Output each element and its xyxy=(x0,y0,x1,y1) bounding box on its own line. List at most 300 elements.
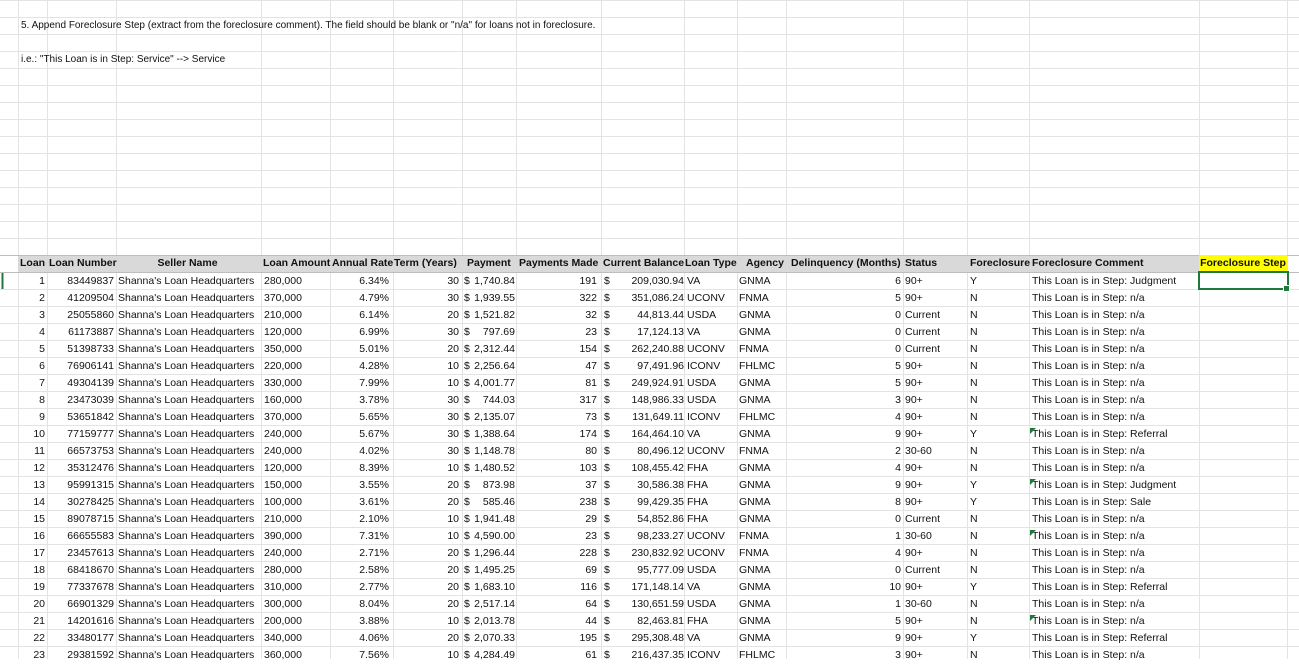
loan-index-cell[interactable]: 5 xyxy=(39,343,45,355)
payment-cell[interactable] xyxy=(464,494,515,511)
foreclosure-flag-cell[interactable]: Y xyxy=(970,428,978,440)
delinquency-months-cell[interactable]: 0 xyxy=(895,564,901,576)
delinquency-months-cell[interactable]: 0 xyxy=(895,513,901,525)
delinquency-months-cell[interactable]: 5 xyxy=(895,377,901,389)
annual-rate-cell[interactable]: 8.04% xyxy=(359,598,389,610)
loan-number-cell[interactable]: 51398733 xyxy=(67,343,114,355)
delinquency-months-cell[interactable]: 3 xyxy=(895,394,901,406)
status-cell[interactable]: 30-60 xyxy=(905,530,932,542)
loan-index-cell[interactable]: 3 xyxy=(39,309,45,321)
loan-number-cell[interactable]: 29381592 xyxy=(67,649,114,661)
delinquency-months-cell[interactable]: 4 xyxy=(895,547,901,559)
foreclosure-flag-cell[interactable]: N xyxy=(970,445,978,457)
loan-number-cell[interactable]: 83449837 xyxy=(67,275,114,287)
current-balance-cell[interactable] xyxy=(604,477,684,494)
loan-amount-cell[interactable]: 100,000 xyxy=(264,496,302,508)
foreclosure-flag-cell[interactable]: N xyxy=(970,462,978,474)
agency-cell[interactable]: GNMA xyxy=(739,632,771,644)
seller-name-cell[interactable]: Shanna's Loan Headquarters xyxy=(118,411,255,423)
loan-index-cell[interactable]: 16 xyxy=(33,530,45,542)
foreclosure-flag-cell[interactable]: Y xyxy=(970,479,978,491)
seller-name-cell[interactable]: Shanna's Loan Headquarters xyxy=(118,394,255,406)
status-cell[interactable]: 90+ xyxy=(905,462,923,474)
loan-number-cell[interactable]: 68418670 xyxy=(67,564,114,576)
loan-index-cell[interactable]: 23 xyxy=(33,649,45,661)
loan-type-cell[interactable]: UCONV xyxy=(687,292,725,304)
foreclosure-comment-cell[interactable]: This Loan is in Step: n/a xyxy=(1032,360,1145,372)
loan-number-cell[interactable]: 66901329 xyxy=(67,598,114,610)
cell-error-indicator[interactable] xyxy=(1030,428,1036,434)
foreclosure-comment-cell[interactable]: This Loan is in Step: n/a xyxy=(1032,377,1145,389)
seller-name-cell[interactable]: Shanna's Loan Headquarters xyxy=(118,598,255,610)
loan-amount-cell[interactable]: 240,000 xyxy=(264,547,302,559)
header-loan-amount[interactable]: Loan Amount xyxy=(263,257,331,269)
status-cell[interactable]: 90+ xyxy=(905,581,923,593)
loan-number-cell[interactable]: 25055860 xyxy=(67,309,114,321)
status-cell[interactable]: Current xyxy=(905,309,941,321)
status-cell[interactable]: 90+ xyxy=(905,496,923,508)
foreclosure-flag-cell[interactable]: N xyxy=(970,547,978,559)
loan-amount-cell[interactable]: 340,000 xyxy=(264,632,302,644)
loan-index-cell[interactable]: 18 xyxy=(33,564,45,576)
loan-index-cell[interactable]: 15 xyxy=(33,513,45,525)
payment-cell[interactable] xyxy=(464,341,515,358)
status-cell[interactable]: Current xyxy=(905,326,941,338)
status-cell[interactable]: 90+ xyxy=(905,377,923,389)
loan-type-cell[interactable]: UCONV xyxy=(687,445,725,457)
status-cell[interactable]: Current xyxy=(905,343,941,355)
delinquency-months-cell[interactable]: 0 xyxy=(895,309,901,321)
loan-number-cell[interactable]: 41209504 xyxy=(67,292,114,304)
payments-made-cell[interactable]: 32 xyxy=(585,309,597,321)
current-balance-cell[interactable] xyxy=(604,443,684,460)
delinquency-months-cell[interactable]: 4 xyxy=(895,462,901,474)
foreclosure-comment-cell[interactable]: This Loan is in Step: n/a xyxy=(1032,462,1145,474)
agency-cell[interactable]: FNMA xyxy=(739,292,769,304)
loan-index-cell[interactable]: 8 xyxy=(39,394,45,406)
payments-made-cell[interactable]: 47 xyxy=(585,360,597,372)
loan-index-cell[interactable]: 10 xyxy=(33,428,45,440)
term-years-cell[interactable]: 30 xyxy=(447,445,459,457)
loan-type-cell[interactable]: USDA xyxy=(687,394,717,406)
loan-number-cell[interactable]: 23473039 xyxy=(67,394,114,406)
foreclosure-flag-cell[interactable]: N xyxy=(970,292,978,304)
delinquency-months-cell[interactable]: 5 xyxy=(895,360,901,372)
loan-amount-cell[interactable]: 120,000 xyxy=(264,462,302,474)
foreclosure-comment-cell[interactable]: This Loan is in Step: n/a xyxy=(1032,513,1145,525)
annual-rate-cell[interactable]: 7.99% xyxy=(359,377,389,389)
loan-number-cell[interactable]: 23457613 xyxy=(67,547,114,559)
term-years-cell[interactable]: 10 xyxy=(447,377,459,389)
payment-cell[interactable] xyxy=(464,596,515,613)
loan-type-cell[interactable]: VA xyxy=(687,428,701,440)
delinquency-months-cell[interactable]: 8 xyxy=(895,496,901,508)
loan-amount-cell[interactable]: 370,000 xyxy=(264,411,302,423)
delinquency-months-cell[interactable]: 10 xyxy=(889,581,901,593)
annual-rate-cell[interactable]: 3.55% xyxy=(359,479,389,491)
loan-index-cell[interactable]: 19 xyxy=(33,581,45,593)
loan-number-cell[interactable]: 35312476 xyxy=(67,462,114,474)
status-cell[interactable]: 90+ xyxy=(905,615,923,627)
payment-cell[interactable] xyxy=(464,273,515,290)
loan-amount-cell[interactable]: 200,000 xyxy=(264,615,302,627)
payment-cell[interactable] xyxy=(464,477,515,494)
agency-cell[interactable]: FNMA xyxy=(739,530,769,542)
status-cell[interactable]: 90+ xyxy=(905,292,923,304)
loan-type-cell[interactable]: UCONV xyxy=(687,530,725,542)
foreclosure-flag-cell[interactable]: N xyxy=(970,649,978,661)
loan-number-cell[interactable]: 33480177 xyxy=(67,632,114,644)
foreclosure-comment-cell[interactable]: This Loan is in Step: n/a xyxy=(1032,530,1145,542)
seller-name-cell[interactable]: Shanna's Loan Headquarters xyxy=(118,326,255,338)
status-cell[interactable]: Current xyxy=(905,564,941,576)
agency-cell[interactable]: FNMA xyxy=(739,547,769,559)
header-payment[interactable]: Payment xyxy=(467,257,511,269)
foreclosure-comment-cell[interactable]: This Loan is in Step: n/a xyxy=(1032,394,1145,406)
foreclosure-flag-cell[interactable]: Y xyxy=(970,275,978,287)
annual-rate-cell[interactable]: 2.10% xyxy=(359,513,389,525)
payment-cell[interactable] xyxy=(464,426,515,443)
annual-rate-cell[interactable]: 5.65% xyxy=(359,411,389,423)
payments-made-cell[interactable]: 195 xyxy=(579,632,597,644)
term-years-cell[interactable]: 30 xyxy=(447,411,459,423)
term-years-cell[interactable]: 10 xyxy=(447,615,459,627)
loan-type-cell[interactable]: FHA xyxy=(687,513,708,525)
current-balance-cell[interactable] xyxy=(604,290,684,307)
annual-rate-cell[interactable]: 4.02% xyxy=(359,445,389,457)
foreclosure-flag-cell[interactable]: N xyxy=(970,530,978,542)
delinquency-months-cell[interactable]: 4 xyxy=(895,411,901,423)
foreclosure-flag-cell[interactable]: N xyxy=(970,377,978,389)
payments-made-cell[interactable]: 29 xyxy=(585,513,597,525)
header-loan-type[interactable]: Loan Type xyxy=(685,257,737,269)
fill-handle[interactable] xyxy=(1283,285,1290,292)
annual-rate-cell[interactable]: 6.34% xyxy=(359,275,389,287)
term-years-cell[interactable]: 20 xyxy=(447,496,459,508)
loan-index-cell[interactable]: 2 xyxy=(39,292,45,304)
loan-type-cell[interactable]: ICONV xyxy=(687,649,721,661)
delinquency-months-cell[interactable]: 5 xyxy=(895,615,901,627)
payment-cell[interactable] xyxy=(464,409,515,426)
term-years-cell[interactable]: 20 xyxy=(447,479,459,491)
delinquency-months-cell[interactable]: 5 xyxy=(895,292,901,304)
annual-rate-cell[interactable]: 3.61% xyxy=(359,496,389,508)
header-foreclosure[interactable]: Foreclosure xyxy=(970,257,1031,269)
current-balance-cell[interactable] xyxy=(604,375,684,392)
annual-rate-cell[interactable]: 5.01% xyxy=(359,343,389,355)
foreclosure-flag-cell[interactable]: N xyxy=(970,615,978,627)
loan-amount-cell[interactable]: 360,000 xyxy=(264,649,302,661)
agency-cell[interactable]: GNMA xyxy=(739,598,771,610)
loan-amount-cell[interactable]: 350,000 xyxy=(264,343,302,355)
agency-cell[interactable]: GNMA xyxy=(739,309,771,321)
annual-rate-cell[interactable]: 2.71% xyxy=(359,547,389,559)
payment-cell[interactable] xyxy=(464,630,515,647)
loan-number-cell[interactable]: 77337678 xyxy=(67,581,114,593)
payments-made-cell[interactable]: 81 xyxy=(585,377,597,389)
current-balance-cell[interactable] xyxy=(604,460,684,477)
agency-cell[interactable]: GNMA xyxy=(739,394,771,406)
seller-name-cell[interactable]: Shanna's Loan Headquarters xyxy=(118,530,255,542)
payment-cell[interactable] xyxy=(464,511,515,528)
agency-cell[interactable]: FHLMC xyxy=(739,649,776,661)
foreclosure-comment-cell[interactable]: This Loan is in Step: n/a xyxy=(1032,564,1145,576)
loan-number-cell[interactable]: 76906141 xyxy=(67,360,114,372)
loan-amount-cell[interactable]: 280,000 xyxy=(264,564,302,576)
current-balance-cell[interactable] xyxy=(604,545,684,562)
loan-amount-cell[interactable]: 300,000 xyxy=(264,598,302,610)
term-years-cell[interactable]: 30 xyxy=(447,428,459,440)
payments-made-cell[interactable]: 228 xyxy=(579,547,597,559)
annual-rate-cell[interactable]: 4.06% xyxy=(359,632,389,644)
delinquency-months-cell[interactable]: 1 xyxy=(895,598,901,610)
annual-rate-cell[interactable]: 5.67% xyxy=(359,428,389,440)
foreclosure-flag-cell[interactable]: N xyxy=(970,598,978,610)
foreclosure-flag-cell[interactable]: N xyxy=(970,326,978,338)
foreclosure-comment-cell[interactable]: This Loan is in Step: n/a xyxy=(1032,445,1145,457)
delinquency-months-cell[interactable]: 0 xyxy=(895,343,901,355)
foreclosure-comment-cell[interactable]: This Loan is in Step: Referral xyxy=(1032,581,1168,593)
status-cell[interactable]: 90+ xyxy=(905,479,923,491)
foreclosure-comment-cell[interactable]: This Loan is in Step: n/a xyxy=(1032,326,1145,338)
header-delinquency[interactable]: Delinquency (Months) xyxy=(791,257,901,269)
current-balance-cell[interactable] xyxy=(604,324,684,341)
payment-cell[interactable] xyxy=(464,392,515,409)
agency-cell[interactable]: GNMA xyxy=(739,615,771,627)
selected-cell[interactable] xyxy=(1198,271,1289,290)
header-status[interactable]: Status xyxy=(905,257,938,269)
delinquency-months-cell[interactable]: 2 xyxy=(895,445,901,457)
cell-error-indicator[interactable] xyxy=(1030,615,1036,621)
seller-name-cell[interactable]: Shanna's Loan Headquarters xyxy=(118,479,255,491)
foreclosure-flag-cell[interactable]: Y xyxy=(970,581,978,593)
agency-cell[interactable]: FHLMC xyxy=(739,411,776,423)
payments-made-cell[interactable]: 44 xyxy=(585,615,597,627)
seller-name-cell[interactable]: Shanna's Loan Headquarters xyxy=(118,343,255,355)
header-current-balance[interactable]: Current Balance xyxy=(603,257,685,269)
agency-cell[interactable]: GNMA xyxy=(739,581,771,593)
agency-cell[interactable]: FNMA xyxy=(739,445,769,457)
payments-made-cell[interactable]: 69 xyxy=(585,564,597,576)
annual-rate-cell[interactable]: 3.78% xyxy=(359,394,389,406)
status-cell[interactable]: Current xyxy=(905,513,941,525)
loan-number-cell[interactable]: 77159777 xyxy=(67,428,114,440)
payment-cell[interactable] xyxy=(464,613,515,630)
loan-amount-cell[interactable]: 240,000 xyxy=(264,445,302,457)
loan-amount-cell[interactable]: 210,000 xyxy=(264,309,302,321)
foreclosure-flag-cell[interactable]: N xyxy=(970,394,978,406)
loan-type-cell[interactable]: ICONV xyxy=(687,411,721,423)
term-years-cell[interactable]: 20 xyxy=(447,632,459,644)
agency-cell[interactable]: GNMA xyxy=(739,462,771,474)
seller-name-cell[interactable]: Shanna's Loan Headquarters xyxy=(118,649,255,661)
loan-index-cell[interactable]: 13 xyxy=(33,479,45,491)
seller-name-cell[interactable]: Shanna's Loan Headquarters xyxy=(118,564,255,576)
seller-name-cell[interactable]: Shanna's Loan Headquarters xyxy=(118,445,255,457)
term-years-cell[interactable]: 20 xyxy=(447,598,459,610)
loan-amount-cell[interactable]: 210,000 xyxy=(264,513,302,525)
delinquency-months-cell[interactable]: 9 xyxy=(895,428,901,440)
loan-index-cell[interactable]: 14 xyxy=(33,496,45,508)
header-foreclosure-step[interactable]: Foreclosure Step xyxy=(1199,255,1287,272)
current-balance-cell[interactable] xyxy=(604,528,684,545)
payment-cell[interactable] xyxy=(464,375,515,392)
loan-type-cell[interactable]: UCONV xyxy=(687,343,725,355)
agency-cell[interactable]: FNMA xyxy=(739,343,769,355)
current-balance-cell[interactable] xyxy=(604,392,684,409)
current-balance-cell[interactable] xyxy=(604,630,684,647)
term-years-cell[interactable]: 30 xyxy=(447,394,459,406)
foreclosure-comment-cell[interactable]: This Loan is in Step: n/a xyxy=(1032,598,1145,610)
seller-name-cell[interactable]: Shanna's Loan Headquarters xyxy=(118,462,255,474)
loan-index-cell[interactable]: 7 xyxy=(39,377,45,389)
payment-cell[interactable] xyxy=(464,647,515,664)
delinquency-months-cell[interactable]: 9 xyxy=(895,632,901,644)
payments-made-cell[interactable]: 154 xyxy=(579,343,597,355)
loan-index-cell[interactable]: 22 xyxy=(33,632,45,644)
status-cell[interactable]: 30-60 xyxy=(905,445,932,457)
header-annual-rate[interactable]: Annual Rate xyxy=(332,257,394,269)
loan-number-cell[interactable]: 66655583 xyxy=(67,530,114,542)
header-loan-number[interactable]: Loan Number xyxy=(49,257,117,269)
foreclosure-comment-cell[interactable]: This Loan is in Step: Referral xyxy=(1032,428,1168,440)
foreclosure-flag-cell[interactable]: N xyxy=(970,343,978,355)
payments-made-cell[interactable]: 80 xyxy=(585,445,597,457)
seller-name-cell[interactable]: Shanna's Loan Headquarters xyxy=(118,496,255,508)
payments-made-cell[interactable]: 238 xyxy=(579,496,597,508)
foreclosure-flag-cell[interactable]: N xyxy=(970,360,978,372)
term-years-cell[interactable]: 20 xyxy=(447,343,459,355)
header-seller-name[interactable]: Seller Name xyxy=(157,257,218,269)
annual-rate-cell[interactable]: 2.77% xyxy=(359,581,389,593)
loan-type-cell[interactable]: USDA xyxy=(687,598,717,610)
agency-cell[interactable]: GNMA xyxy=(739,564,771,576)
term-years-cell[interactable]: 30 xyxy=(447,292,459,304)
annual-rate-cell[interactable]: 3.88% xyxy=(359,615,389,627)
current-balance-cell[interactable] xyxy=(604,596,684,613)
cell-error-indicator[interactable] xyxy=(1030,479,1036,485)
loan-index-cell[interactable]: 21 xyxy=(33,615,45,627)
foreclosure-flag-cell[interactable]: N xyxy=(970,564,978,576)
agency-cell[interactable]: GNMA xyxy=(739,377,771,389)
loan-type-cell[interactable]: VA xyxy=(687,326,701,338)
header-foreclosure-comment[interactable]: Foreclosure Comment xyxy=(1032,257,1144,269)
agency-cell[interactable]: FHLMC xyxy=(739,360,776,372)
payment-cell[interactable] xyxy=(464,443,515,460)
seller-name-cell[interactable]: Shanna's Loan Headquarters xyxy=(118,275,255,287)
term-years-cell[interactable]: 10 xyxy=(447,649,459,661)
loan-type-cell[interactable]: USDA xyxy=(687,309,717,321)
term-years-cell[interactable]: 10 xyxy=(447,530,459,542)
loan-amount-cell[interactable]: 220,000 xyxy=(264,360,302,372)
term-years-cell[interactable]: 20 xyxy=(447,547,459,559)
loan-number-cell[interactable]: 89078715 xyxy=(67,513,114,525)
header-loan[interactable]: Loan xyxy=(20,257,46,269)
foreclosure-flag-cell[interactable]: N xyxy=(970,411,978,423)
term-years-cell[interactable]: 10 xyxy=(447,513,459,525)
payment-cell[interactable] xyxy=(464,579,515,596)
payments-made-cell[interactable]: 23 xyxy=(585,530,597,542)
annual-rate-cell[interactable]: 4.79% xyxy=(359,292,389,304)
loan-index-cell[interactable]: 20 xyxy=(33,598,45,610)
foreclosure-flag-cell[interactable]: N xyxy=(970,309,978,321)
loan-type-cell[interactable]: VA xyxy=(687,275,701,287)
seller-name-cell[interactable]: Shanna's Loan Headquarters xyxy=(118,615,255,627)
payment-cell[interactable] xyxy=(464,545,515,562)
current-balance-cell[interactable] xyxy=(604,358,684,375)
payment-cell[interactable] xyxy=(464,307,515,324)
loan-index-cell[interactable]: 1 xyxy=(39,275,45,287)
loan-type-cell[interactable]: VA xyxy=(687,632,701,644)
term-years-cell[interactable]: 20 xyxy=(447,564,459,576)
foreclosure-comment-cell[interactable]: This Loan is in Step: Sale xyxy=(1032,496,1152,508)
term-years-cell[interactable]: 10 xyxy=(447,360,459,372)
loan-amount-cell[interactable]: 160,000 xyxy=(264,394,302,406)
payment-cell[interactable] xyxy=(464,290,515,307)
loan-index-cell[interactable]: 11 xyxy=(34,445,45,457)
agency-cell[interactable]: GNMA xyxy=(739,479,771,491)
payments-made-cell[interactable]: 322 xyxy=(579,292,597,304)
foreclosure-comment-cell[interactable]: This Loan is in Step: n/a xyxy=(1032,615,1145,627)
loan-amount-cell[interactable]: 330,000 xyxy=(264,377,302,389)
loan-type-cell[interactable]: FHA xyxy=(687,479,708,491)
current-balance-cell[interactable] xyxy=(604,273,684,290)
payments-made-cell[interactable]: 103 xyxy=(579,462,597,474)
payments-made-cell[interactable]: 64 xyxy=(585,598,597,610)
annual-rate-cell[interactable]: 4.28% xyxy=(359,360,389,372)
status-cell[interactable]: 90+ xyxy=(905,428,923,440)
foreclosure-comment-cell[interactable]: This Loan is in Step: n/a xyxy=(1032,309,1145,321)
term-years-cell[interactable]: 30 xyxy=(447,275,459,287)
status-cell[interactable]: 90+ xyxy=(905,649,923,661)
loan-index-cell[interactable]: 4 xyxy=(39,326,45,338)
loan-type-cell[interactable]: USDA xyxy=(687,377,717,389)
agency-cell[interactable]: GNMA xyxy=(739,428,771,440)
cell-error-indicator[interactable] xyxy=(1030,530,1036,536)
current-balance-cell[interactable] xyxy=(604,426,684,443)
loan-type-cell[interactable]: VA xyxy=(687,581,701,593)
current-balance-cell[interactable] xyxy=(604,409,684,426)
loan-index-cell[interactable]: 12 xyxy=(33,462,45,474)
payment-cell[interactable] xyxy=(464,460,515,477)
payments-made-cell[interactable]: 61 xyxy=(585,649,597,661)
annual-rate-cell[interactable]: 8.39% xyxy=(359,462,389,474)
loan-amount-cell[interactable]: 310,000 xyxy=(264,581,302,593)
delinquency-months-cell[interactable]: 3 xyxy=(895,649,901,661)
annual-rate-cell[interactable]: 7.56% xyxy=(359,649,389,661)
agency-cell[interactable]: GNMA xyxy=(739,513,771,525)
loan-number-cell[interactable]: 14201616 xyxy=(67,615,114,627)
status-cell[interactable]: 90+ xyxy=(905,411,923,423)
loan-type-cell[interactable]: UCONV xyxy=(687,547,725,559)
term-years-cell[interactable]: 20 xyxy=(447,581,459,593)
delinquency-months-cell[interactable]: 9 xyxy=(895,479,901,491)
payments-made-cell[interactable]: 37 xyxy=(585,479,597,491)
seller-name-cell[interactable]: Shanna's Loan Headquarters xyxy=(118,632,255,644)
header-term[interactable]: Term (Years) xyxy=(394,257,457,269)
foreclosure-comment-cell[interactable]: This Loan is in Step: n/a xyxy=(1032,292,1145,304)
loan-number-cell[interactable]: 49304139 xyxy=(67,377,114,389)
loan-index-cell[interactable]: 9 xyxy=(39,411,45,423)
foreclosure-comment-cell[interactable]: This Loan is in Step: Judgment xyxy=(1032,275,1177,287)
payment-cell[interactable] xyxy=(464,528,515,545)
foreclosure-comment-cell[interactable]: This Loan is in Step: n/a xyxy=(1032,547,1145,559)
foreclosure-comment-cell[interactable]: This Loan is in Step: Judgment xyxy=(1032,479,1177,491)
annual-rate-cell[interactable]: 6.99% xyxy=(359,326,389,338)
status-cell[interactable]: 90+ xyxy=(905,547,923,559)
loan-amount-cell[interactable]: 280,000 xyxy=(264,275,302,287)
payment-cell[interactable] xyxy=(464,562,515,579)
